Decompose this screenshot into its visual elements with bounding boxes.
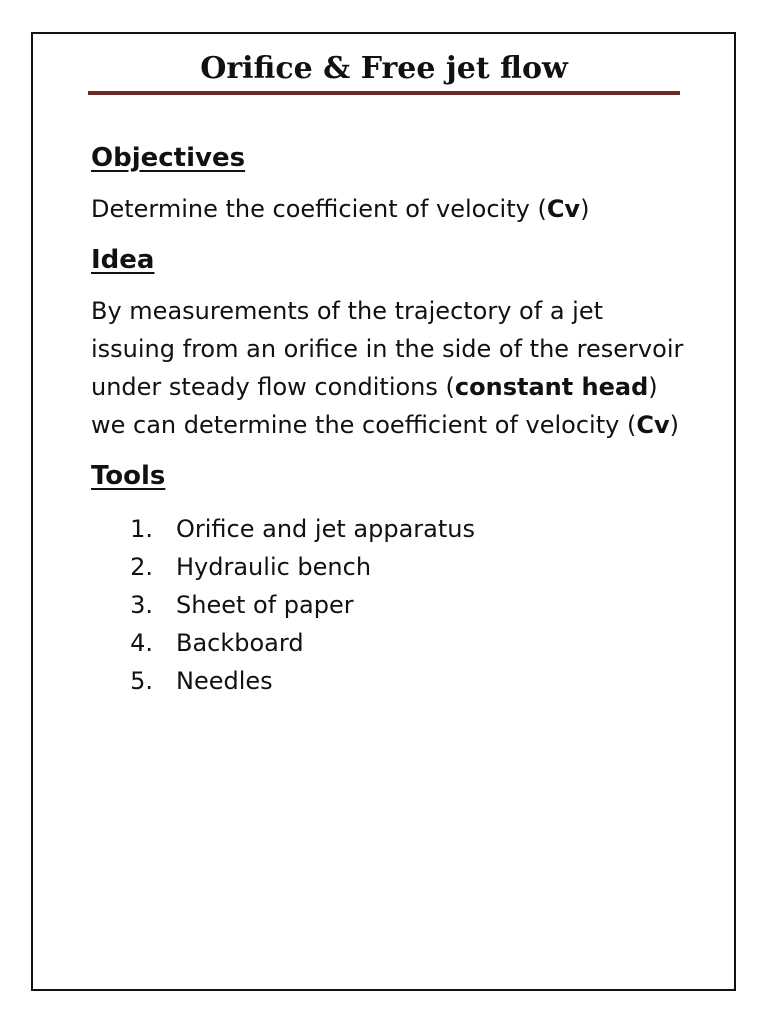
idea-text-part2: ) we can determine the coefficient of velocity ( [91, 373, 658, 439]
list-item-number: 4. [130, 629, 153, 657]
objectives-text-before: Determine the coefficient of velocity ( [91, 195, 547, 223]
idea-text [91, 292, 691, 444]
tools-heading: Tools [91, 461, 166, 491]
objectives-cv-bold: Cv [546, 195, 581, 223]
idea-cv-bold: Cv [636, 411, 670, 439]
tools-list [91, 510, 691, 700]
page-title: Orifice & Free jet flow [200, 51, 568, 86]
idea-constant-head-bold: constant head [454, 373, 649, 401]
list-item-number: 1. [130, 515, 153, 543]
title-underline-rule [88, 91, 680, 95]
list-item-number: 2. [130, 553, 153, 581]
list-item-label: Backboard [176, 629, 304, 657]
list-item-label: Orifice and jet apparatus [176, 515, 475, 543]
idea-text-part1: By measurements of the trajectory of a jet issuing from an orifice in the side of the reservoir under steady flow conditions ( [91, 297, 684, 401]
list-item [91, 548, 691, 586]
list-item-label: Sheet of paper [176, 591, 354, 619]
list-item-number: 5. [130, 667, 153, 695]
list-item-label: Hydraulic bench [176, 553, 372, 581]
objectives-text [91, 190, 691, 228]
list-item [91, 586, 691, 624]
list-item-number: 3. [130, 591, 153, 619]
objectives-heading: Objectives [91, 143, 246, 173]
document-body [91, 140, 691, 700]
idea-text-part3: ) [669, 411, 679, 439]
objectives-text-after: ) [580, 195, 590, 223]
idea-heading: Idea [91, 245, 155, 275]
list-item [91, 662, 691, 700]
list-item [91, 624, 691, 662]
list-item-label: Needles [176, 667, 273, 695]
list-item [91, 510, 691, 548]
